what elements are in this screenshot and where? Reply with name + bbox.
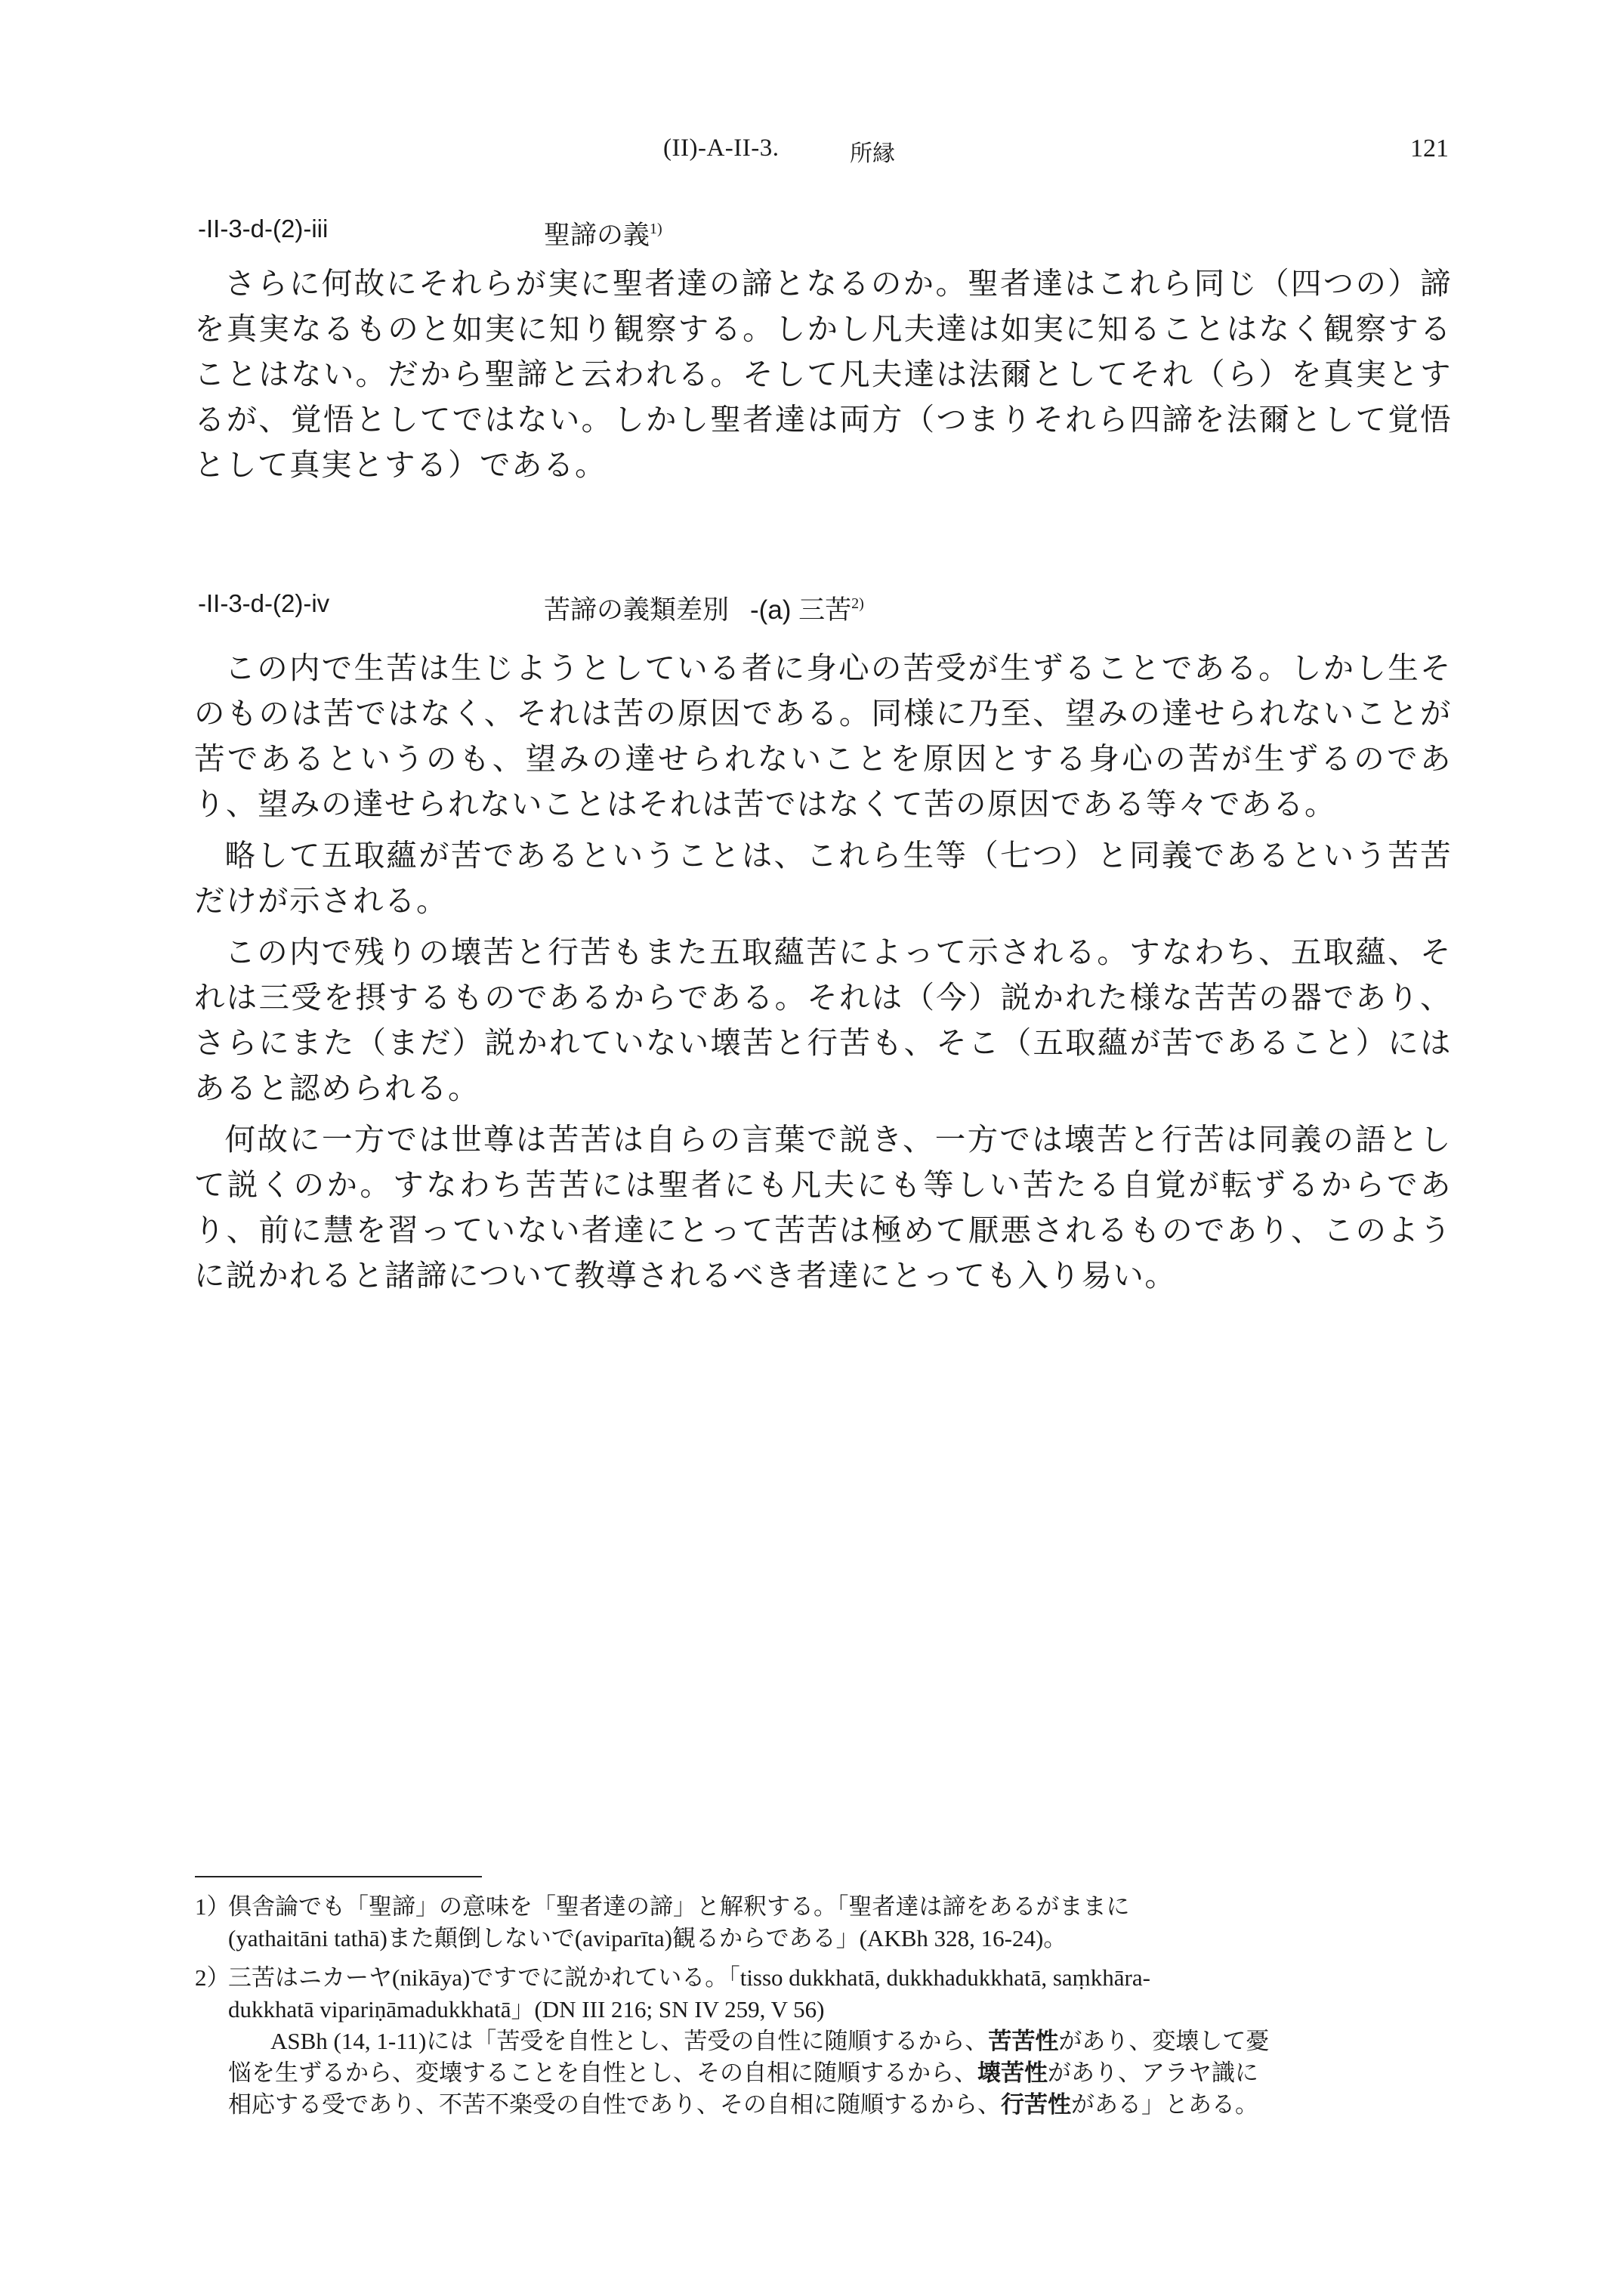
section-subtitle: -(a) 三苦 [750,595,852,625]
paragraph: この内で生苦は生じようとしている者に身心の苦受が生ずることである。しかし生そのものは苦ではなく、それは苦の原因である。同様に乃至、望みの達せられないことが苦であるというのも、望みの達せられないことを原因とする身心の苦が生ずるのであり、望みの達せられないことはそれは苦ではなくて苦の原因である等々である。 [194,650,1452,822]
running-head-section: (II)-A-II-3. [663,134,780,162]
footnote-text: がある」とある。 [1071,2091,1258,2118]
footnote-mark: 1） [195,1893,230,1920]
section-title-text: 苦諦の義類差別 [544,595,730,626]
paragraph: さらに何故にそれらが実に聖者達の諦となるのか。聖者達はこれら同じ（四つの）諦を真実なるものと如実に知り観察する。しかし凡夫達は如実に知ることはなく観察することはない。だから聖諦と云われる。そして凡夫達は法爾としてそれ（ら）を真実とするが、覚悟としてではない。しかし聖者達は両方（つまりそれら四諦を法爾として覚悟として真実とする）である。 [194,265,1452,483]
section-body-iv [194,645,1452,1298]
footnote-mark: 2） [195,1964,230,1991]
footnote-1 [195,1891,1455,1955]
paragraph: 何故に一方では世尊は苦苦は自らの言葉で説き、一方では壊苦と行苦は同義の語として説くのか。すなわち苦苦には聖者にも凡夫にも等しい苦たる自覚が転ずるからであり、前に慧を習っていない者達にとって苦苦は極めて厭悪されるものであり、このように説かれると諸諦について教導されるべき者達にとっても入り易い。 [194,1121,1452,1293]
paragraph: 略して五取蘊が苦であるということは、これら生等（七つ）と同義であるという苦苦だけが示される。 [194,837,1452,919]
footnote-term: 壊苦性 [977,2060,1048,2086]
footnote-text: 悩を生ずるから、変壊することを自性とし、その自相に随順するから、 [228,2060,977,2086]
footnote-ref: 1) [650,221,662,237]
footnote-text: があり、変壊して憂 [1058,2028,1270,2054]
footnote-text: があり、アラヤ識に [1048,2060,1258,2086]
footnote-ref: 2) [851,595,864,612]
footnote-line [228,2057,1455,2089]
section-number: -II-3-d-(2)-iv [198,589,330,617]
section-body-iii [194,261,1452,487]
running-head-title: 所縁 [850,141,895,167]
footnote-text: 相応する受であり、不苦不楽受の自性であり、その自相に随順するから、 [228,2091,1001,2118]
section-number: -II-3-d-(2)-iii [198,215,329,243]
section-title [544,589,864,627]
footnote-term: 苦苦性 [988,2028,1059,2054]
footnote-line [228,2089,1455,2121]
section-title [544,215,662,252]
paragraph: この内で残りの壊苦と行苦もまた五取蘊苦によって示される。すなわち、五取蘊、それは三受を摂するものであるからである。それは（今）説かれた様な苦苦の器であり、さらにまた（まだ）説かれていない壊苦と行苦も、そこ（五取蘊が苦であること）にはあると認められる。 [194,934,1452,1106]
page-number: 121 [1410,134,1449,162]
footnote-line: 三苦はニカーヤ(nikāya)ですでに説かれている。「tisso dukkhatā, dukkhadukkhatā, saṃkhāra- [228,1964,1150,1991]
footnote-line: (yathaitāni tathā)また顛倒しないで(aviparīta)観るからである」(AKBh 328, 16-24)。 [228,1925,1067,1951]
footnote-divider [195,1876,482,1877]
footnote-line: dukkhatā vipariṇāmadukkhatā」(DN III 216; SN IV 259, V 56) [228,1996,825,2023]
section-title-text: 聖諦の義 [544,221,650,251]
footnote-2 [195,1962,1455,2121]
footnote-line [228,2026,1455,2057]
footnotes [195,1891,1455,2128]
footnote-term: 行苦性 [1001,2091,1071,2118]
footnote-text: ASBh (14, 1-11)には「苦受を自性とし、苦受の自性に随順するから、 [270,2028,989,2054]
running-head [0,134,1624,180]
footnote-line: 倶舎論でも「聖諦」の意味を「聖者達の諦」と解釈する。「聖者達は諦をあるがままに [228,1893,1130,1920]
